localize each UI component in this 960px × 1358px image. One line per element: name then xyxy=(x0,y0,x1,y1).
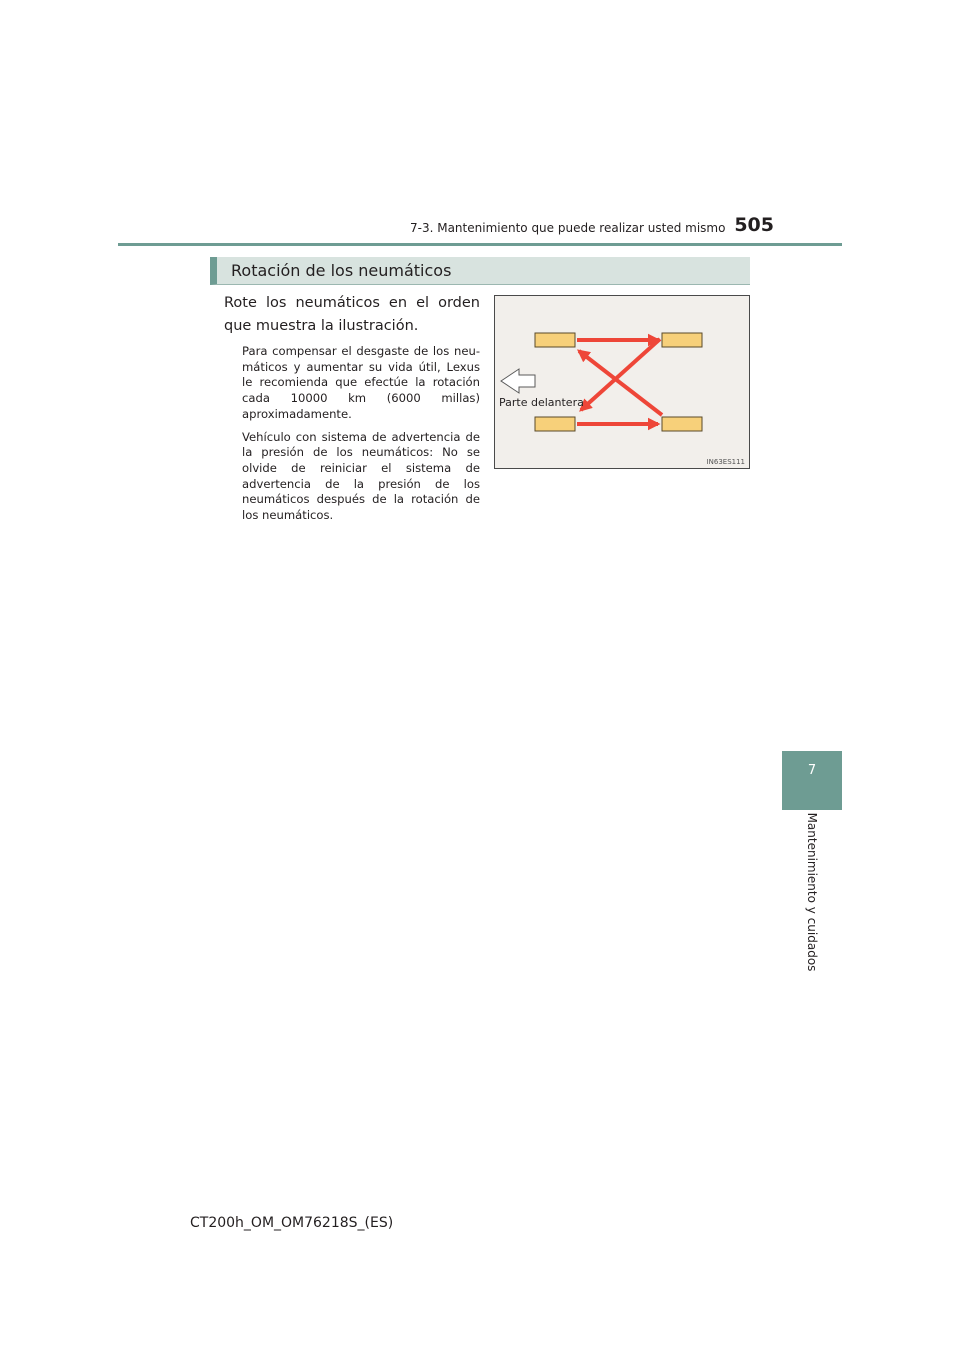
tire-rear-right-icon xyxy=(662,417,702,431)
section-header xyxy=(210,257,750,285)
note-tire-wear: Para compensar el desgaste de los neumáticos y aumentar su vida útil, Lexus le recomienda que efectúe la rotación cada 10000 km (6000 millas) aproximadamente. xyxy=(242,344,480,421)
header-rule xyxy=(118,243,842,246)
rotation-diagram xyxy=(495,296,749,468)
front-label: Parte delantera xyxy=(499,396,584,409)
arrow-rear-left-to-front-right xyxy=(581,339,660,410)
intro-paragraph: Rote los neumáticos en el orden que muestra la ilustración. xyxy=(224,295,480,334)
figure-id: IN63ES111 xyxy=(706,458,745,466)
page-number: 505 xyxy=(734,214,774,236)
tire-front-left-icon xyxy=(535,333,575,347)
tire-front-right-icon xyxy=(535,417,575,431)
notes xyxy=(242,344,480,531)
front-arrow-icon xyxy=(501,369,535,393)
footer-doc-code: CT200h_OM_OM76218S_(ES) xyxy=(190,1215,394,1231)
tire-rotation-figure xyxy=(494,295,750,469)
note-pressure-warning: Vehículo con sistema de advertencia de la presión de los neumáticos: No se olvide de reiniciar el sistema de advertencia de la presión de los neumáticos después de la rotación de los neumáticos. xyxy=(242,429,480,523)
chapter-name: Mantenimiento y cuidados xyxy=(805,812,819,972)
arrow-rear-right-to-front-left xyxy=(579,351,662,415)
tire-rear-left-icon xyxy=(662,333,702,347)
chapter-number: 7 xyxy=(807,763,817,778)
section-title: Rotación de los neumáticos xyxy=(231,261,452,280)
header-section-title: 7-3. Mantenimiento que puede realizar usted mismo xyxy=(410,221,726,235)
